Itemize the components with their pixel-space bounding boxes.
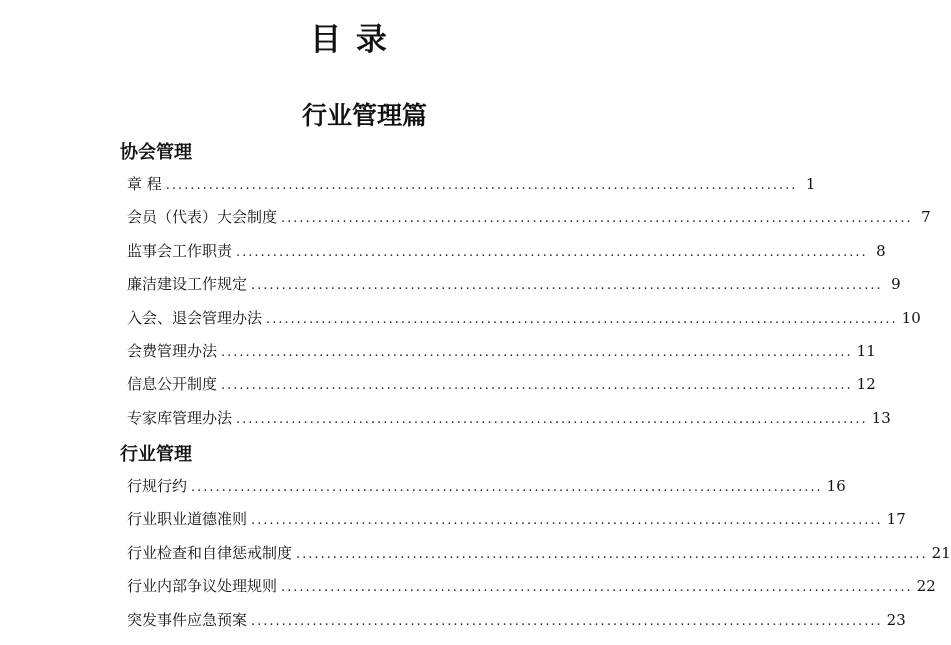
section-heading-association-management: 协会管理 — [120, 142, 192, 163]
toc-entry-label: 章 程 — [127, 175, 162, 193]
toc-leader-dots: ....................................................................................................... — [251, 513, 883, 528]
toc-entry[interactable] — [127, 407, 891, 429]
toc-page-number: 21 — [931, 544, 951, 562]
toc-leader-dots: ....................................................................................................... — [191, 480, 823, 495]
toc-page-number: 16 — [826, 477, 846, 495]
toc-entry-label: 会员（代表）大会制度 — [127, 208, 278, 226]
part-title: 行业管理篇 — [301, 101, 427, 130]
toc-entry-label: 廉洁建设工作规定 — [127, 275, 248, 293]
toc-entry-label: 行规行约 — [127, 477, 188, 495]
toc-page-number: 1 — [805, 175, 816, 193]
document-title: 目 录 — [310, 22, 389, 58]
toc-leader-dots: ....................................................................................................... — [266, 312, 898, 327]
toc-entry-label: 入会、退会管理办法 — [127, 309, 263, 327]
toc-entry[interactable] — [127, 240, 886, 262]
toc-page-number: 10 — [901, 309, 921, 327]
toc-page-number: 9 — [891, 275, 901, 293]
toc-entry-label: 专家库管理办法 — [127, 409, 233, 427]
toc-entry[interactable] — [127, 508, 906, 530]
toc-page-number: 13 — [871, 409, 891, 427]
toc-page-number: 7 — [921, 208, 931, 226]
toc-entry-label: 会费管理办法 — [127, 342, 218, 360]
toc-leader-dots: ....................................................................................................... — [236, 245, 868, 260]
toc-leader-dots: ....................................................................................................... — [281, 211, 913, 226]
toc-entry[interactable] — [127, 340, 876, 362]
toc-leader-dots: ....................................................................................................... — [251, 614, 883, 629]
toc-entry-label: 行业内部争议处理规则 — [127, 577, 278, 595]
toc-entry-label: 信息公开制度 — [127, 375, 218, 393]
toc-page-number: 11 — [856, 342, 876, 360]
toc-leader-dots: ....................................................................................................... — [236, 412, 868, 427]
toc-entry-label: 行业职业道德准则 — [127, 510, 248, 528]
section-heading-industry-management: 行业管理 — [120, 444, 192, 465]
toc-entry[interactable] — [127, 575, 936, 597]
toc-leader-dots: ....................................................................................................... — [281, 580, 913, 595]
toc-entry-label: 监事会工作职责 — [127, 242, 233, 260]
toc-entry[interactable] — [127, 206, 931, 228]
toc-leader-dots: ....................................................................................................... — [165, 178, 798, 193]
toc-leader-dots: ....................................................................................................... — [296, 547, 928, 562]
toc-entry[interactable] — [127, 173, 816, 195]
toc-leader-dots: ....................................................................................................... — [221, 345, 853, 360]
toc-page-number: 17 — [886, 510, 906, 528]
toc-entry[interactable] — [127, 609, 906, 631]
toc-entry[interactable] — [127, 475, 846, 497]
toc-entry[interactable] — [127, 542, 951, 564]
toc-entry[interactable] — [127, 307, 921, 329]
toc-page-number: 12 — [856, 375, 876, 393]
toc-entry[interactable] — [127, 373, 876, 395]
toc-entry-label: 行业检查和自律惩戒制度 — [127, 544, 293, 562]
toc-page-number: 22 — [916, 577, 936, 595]
toc-entry-label: 突发事件应急预案 — [127, 611, 248, 629]
toc-page-number: 23 — [886, 611, 906, 629]
toc-entry[interactable] — [127, 273, 901, 295]
toc-leader-dots: ....................................................................................................... — [251, 278, 883, 293]
toc-leader-dots: ....................................................................................................... — [221, 378, 853, 393]
toc-page-number: 8 — [876, 242, 886, 260]
